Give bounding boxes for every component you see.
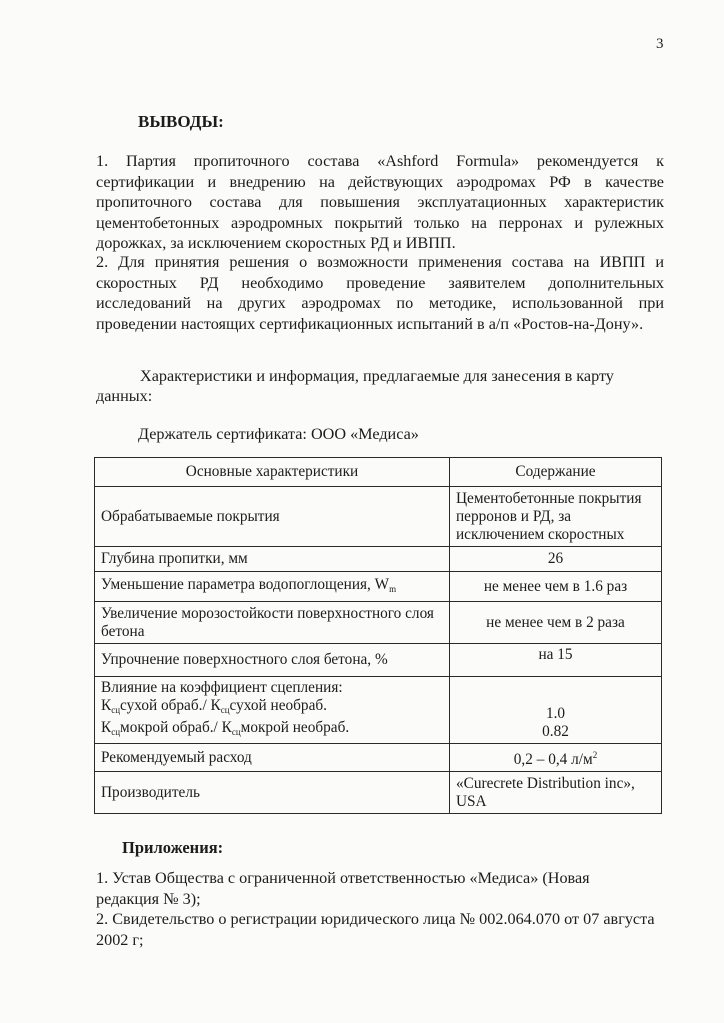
table-row: [95, 547, 662, 572]
row-water-absorption-value: не менее чем в 1.6 раз: [450, 572, 662, 602]
conclusion-item-2: 2. Для принятия решения о возможности применения состава на ИВПП и скоростных РД необходимо проведение заявителем дополнительных исследований на других аэродромах по методике, использованной при проведении настоящих сертификационных испытаний в а/п «Ростов-на-Дону».: [96, 253, 664, 333]
row-frost-resistance-value: не менее чем в 2 раза: [450, 602, 662, 644]
row-frost-resistance-label: Увеличение морозостойкости поверхностного слоя бетона: [95, 602, 450, 644]
row-consumption-value: 0,2 – 0,4 $л/м^2$: [450, 744, 662, 772]
table-row: [95, 644, 662, 677]
row-manufacturer-value: «Curecrete Distribution inc», USA: [450, 772, 662, 814]
row-friction-label: Влияние на коэффициент сцепления: $К_{сц}сухой$ обраб./ $К_{сц}сухой$ необраб. $К_{сц}мокрой$ обраб./ $К_{сц}мокрой$ необраб.: [95, 677, 450, 744]
header-content: Содержание: [450, 458, 662, 487]
table-row: [95, 572, 662, 602]
row-coatings-label: Обрабатываемые покрытия: [95, 487, 450, 547]
intro-text-line-1: Характеристики и информация, предлагаемые для занесения в карту: [140, 367, 614, 385]
characteristics-table: [94, 457, 662, 814]
table-row: [95, 772, 662, 814]
header-characteristics: Основные характеристики: [95, 458, 450, 487]
table-row: [95, 677, 662, 744]
table-row: [95, 487, 662, 547]
row-consumption-label: Рекомендуемый расход: [95, 744, 450, 772]
table-row: [95, 744, 662, 772]
row-depth-value: 26: [450, 547, 662, 572]
page-number: 3: [656, 36, 664, 52]
row-depth-label: Глубина пропитки, мм: [95, 547, 450, 572]
table-header-row: [95, 458, 662, 487]
conclusions-heading: ВЫВОДЫ:: [138, 112, 224, 131]
appendix-item-1: 1. Устав Общества с ограниченной ответственностью «Медиса» (Новая редакция № 3);: [96, 869, 590, 908]
conclusion-item-1: 1. Партия пропиточного состава «Ashford Formula» рекомендуется к сертификации и внедрению на действующих аэродромах РФ в качестве пропиточного состава для повышения эксплуатационных характеристик цементобетонных аэродромных покрытий только на перронах и рулежных дорожках, за исключением скоростных РД и ИВПП.: [96, 152, 664, 252]
intro-text-line-2: данных:: [96, 387, 153, 405]
row-manufacturer-label: Производитель: [95, 772, 450, 814]
row-water-absorption-label: Уменьшение параметра водопоглощения, $W_m$: [95, 572, 450, 602]
row-coatings-value: Цементобетонные покрытия перронов и РД, за исключением скоростных: [450, 487, 662, 547]
certificate-holder: Держатель сертификата: ООО «Медиса»: [138, 425, 419, 443]
row-hardening-label: Упрочнение поверхностного слоя бетона, %: [95, 644, 450, 677]
row-hardening-value: на 15: [450, 644, 662, 677]
appendices-heading: Приложения:: [122, 838, 224, 857]
table-row: [95, 602, 662, 644]
appendix-item-2: 2. Свидетельство о регистрации юридического лица № 002.064.070 от 07 августа 2002 г;: [96, 910, 655, 949]
row-friction-value: 1.0 0.82: [450, 677, 662, 744]
